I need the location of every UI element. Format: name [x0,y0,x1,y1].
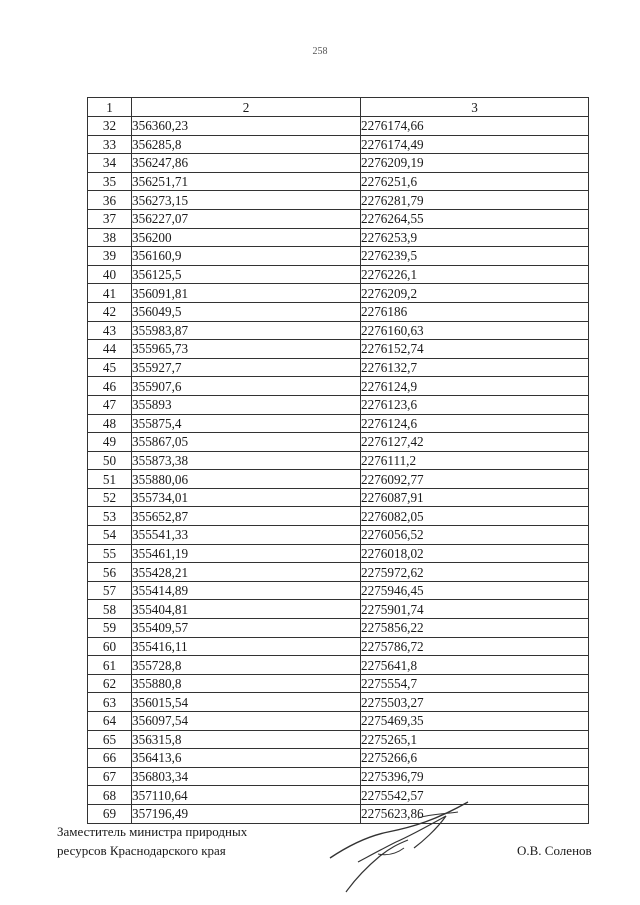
signer-name: О.В. Соленов [517,843,592,858]
x-coordinate-cell: 355428,21 [132,563,361,582]
y-coordinate-cell: 2276209,19 [361,154,589,173]
point-number-cell: 54 [88,526,132,545]
point-number-cell: 64 [88,712,132,731]
x-coordinate-cell: 356285,8 [132,135,361,154]
table-row [88,265,589,284]
x-coordinate-cell: 356803,34 [132,767,361,786]
y-coordinate-cell: 2275641,8 [361,656,589,675]
point-number-cell: 53 [88,507,132,526]
point-number-cell: 43 [88,321,132,340]
point-number-cell: 32 [88,117,132,136]
point-number-cell: 41 [88,284,132,303]
y-coordinate-cell: 2276056,52 [361,526,589,545]
table-row [88,433,589,452]
x-coordinate-cell: 356097,54 [132,712,361,731]
x-coordinate-cell: 355404,81 [132,600,361,619]
x-coordinate-cell: 355983,87 [132,321,361,340]
x-coordinate-cell: 355880,8 [132,674,361,693]
x-coordinate-cell: 355409,57 [132,619,361,638]
table-row [88,451,589,470]
y-coordinate-cell: 2276132,7 [361,358,589,377]
handwritten-signature [318,796,488,896]
point-number-cell: 34 [88,154,132,173]
x-coordinate-cell: 355867,05 [132,433,361,452]
x-coordinate-cell: 355893 [132,395,361,414]
table-body [88,117,589,824]
table-row [88,247,589,266]
table-row [88,154,589,173]
y-coordinate-cell: 2275266,6 [361,749,589,768]
y-coordinate-cell: 2276209,2 [361,284,589,303]
y-coordinate-cell: 2276092,77 [361,470,589,489]
x-coordinate-cell: 355416,11 [132,637,361,656]
table-row [88,712,589,731]
table-row [88,619,589,638]
point-number-cell: 36 [88,191,132,210]
point-number-cell: 62 [88,674,132,693]
table-row [88,674,589,693]
x-coordinate-cell: 355965,73 [132,340,361,359]
x-coordinate-cell: 355414,89 [132,581,361,600]
x-coordinate-cell: 357110,64 [132,786,361,805]
x-coordinate-cell: 356315,8 [132,730,361,749]
point-number-cell: 61 [88,656,132,675]
table-row [88,544,589,563]
table-row [88,377,589,396]
column-header-number: 1 [88,98,132,117]
point-number-cell: 40 [88,265,132,284]
table-row [88,470,589,489]
table-row [88,340,589,359]
x-coordinate-cell: 355873,38 [132,451,361,470]
y-coordinate-cell: 2276253,9 [361,228,589,247]
point-number-cell: 38 [88,228,132,247]
y-coordinate-cell: 2276264,55 [361,209,589,228]
point-number-cell: 63 [88,693,132,712]
table-row [88,730,589,749]
y-coordinate-cell: 2275856,22 [361,619,589,638]
coordinates-table [87,97,589,824]
x-coordinate-cell: 355728,8 [132,656,361,675]
point-number-cell: 42 [88,302,132,321]
point-number-cell: 60 [88,637,132,656]
point-number-cell: 48 [88,414,132,433]
y-coordinate-cell: 2275946,45 [361,581,589,600]
table-row [88,172,589,191]
position-line-2: ресурсов Краснодарского края [57,843,226,858]
point-number-cell: 58 [88,600,132,619]
x-coordinate-cell: 356160,9 [132,247,361,266]
y-coordinate-cell: 2275469,35 [361,712,589,731]
y-coordinate-cell: 2275786,72 [361,637,589,656]
column-header-x: 2 [132,98,361,117]
y-coordinate-cell: 2275396,79 [361,767,589,786]
point-number-cell: 51 [88,470,132,489]
x-coordinate-cell: 355927,7 [132,358,361,377]
table-row [88,358,589,377]
y-coordinate-cell: 2276127,42 [361,433,589,452]
x-coordinate-cell: 356413,6 [132,749,361,768]
x-coordinate-cell: 356049,5 [132,302,361,321]
x-coordinate-cell: 356273,15 [132,191,361,210]
point-number-cell: 68 [88,786,132,805]
y-coordinate-cell: 2275554,7 [361,674,589,693]
y-coordinate-cell: 2276239,5 [361,247,589,266]
y-coordinate-cell: 2275542,57 [361,786,589,805]
x-coordinate-cell: 355652,87 [132,507,361,526]
y-coordinate-cell: 2275265,1 [361,730,589,749]
y-coordinate-cell: 2276174,66 [361,117,589,136]
x-coordinate-cell: 356200 [132,228,361,247]
x-coordinate-cell: 355907,6 [132,377,361,396]
y-coordinate-cell: 2276124,9 [361,377,589,396]
table-row [88,117,589,136]
table-row [88,321,589,340]
x-coordinate-cell: 356251,71 [132,172,361,191]
table-row [88,507,589,526]
position-line-1: Заместитель министра природных [57,824,248,839]
point-number-cell: 49 [88,433,132,452]
y-coordinate-cell: 2276281,79 [361,191,589,210]
y-coordinate-cell: 2276251,6 [361,172,589,191]
table-row [88,228,589,247]
y-coordinate-cell: 2276087,91 [361,488,589,507]
table-row [88,600,589,619]
y-coordinate-cell: 2276152,74 [361,340,589,359]
point-number-cell: 45 [88,358,132,377]
point-number-cell: 44 [88,340,132,359]
point-number-cell: 46 [88,377,132,396]
x-coordinate-cell: 356091,81 [132,284,361,303]
point-number-cell: 69 [88,804,132,823]
table-row [88,526,589,545]
y-coordinate-cell: 2275503,27 [361,693,589,712]
table-row [88,414,589,433]
point-number-cell: 52 [88,488,132,507]
x-coordinate-cell: 355880,06 [132,470,361,489]
table-row [88,563,589,582]
y-coordinate-cell: 2276082,05 [361,507,589,526]
y-coordinate-cell: 2275623,86 [361,804,589,823]
table-row [88,749,589,768]
y-coordinate-cell: 2276160,63 [361,321,589,340]
table-row [88,209,589,228]
y-coordinate-cell: 2276111,2 [361,451,589,470]
point-number-cell: 35 [88,172,132,191]
signatory-position [57,822,247,860]
y-coordinate-cell: 2276186 [361,302,589,321]
y-coordinate-cell: 2275972,62 [361,563,589,582]
x-coordinate-cell: 356247,86 [132,154,361,173]
table-row [88,284,589,303]
page-number: 258 [312,46,328,57]
point-number-cell: 55 [88,544,132,563]
table-row [88,488,589,507]
y-coordinate-cell: 2276124,6 [361,414,589,433]
table-row [88,135,589,154]
y-coordinate-cell: 2276226,1 [361,265,589,284]
y-coordinate-cell: 2276018,02 [361,544,589,563]
x-coordinate-cell: 357196,49 [132,804,361,823]
table-row [88,581,589,600]
point-number-cell: 56 [88,563,132,582]
point-number-cell: 65 [88,730,132,749]
point-number-cell: 33 [88,135,132,154]
column-header-y: 3 [361,98,589,117]
point-number-cell: 67 [88,767,132,786]
point-number-cell: 50 [88,451,132,470]
y-coordinate-cell: 2276123,6 [361,395,589,414]
x-coordinate-cell: 356227,07 [132,209,361,228]
point-number-cell: 57 [88,581,132,600]
point-number-cell: 66 [88,749,132,768]
table-row [88,656,589,675]
point-number-cell: 59 [88,619,132,638]
table-row [88,693,589,712]
point-number-cell: 47 [88,395,132,414]
table-row [88,395,589,414]
x-coordinate-cell: 355875,4 [132,414,361,433]
x-coordinate-cell: 355541,33 [132,526,361,545]
point-number-cell: 39 [88,247,132,266]
x-coordinate-cell: 356015,54 [132,693,361,712]
table-row [88,637,589,656]
point-number-cell: 37 [88,209,132,228]
x-coordinate-cell: 355734,01 [132,488,361,507]
x-coordinate-cell: 356360,23 [132,117,361,136]
y-coordinate-cell: 2276174,49 [361,135,589,154]
table-row [88,191,589,210]
table-header-row [88,98,589,117]
x-coordinate-cell: 356125,5 [132,265,361,284]
table-row [88,767,589,786]
table-row [88,302,589,321]
y-coordinate-cell: 2275901,74 [361,600,589,619]
x-coordinate-cell: 355461,19 [132,544,361,563]
